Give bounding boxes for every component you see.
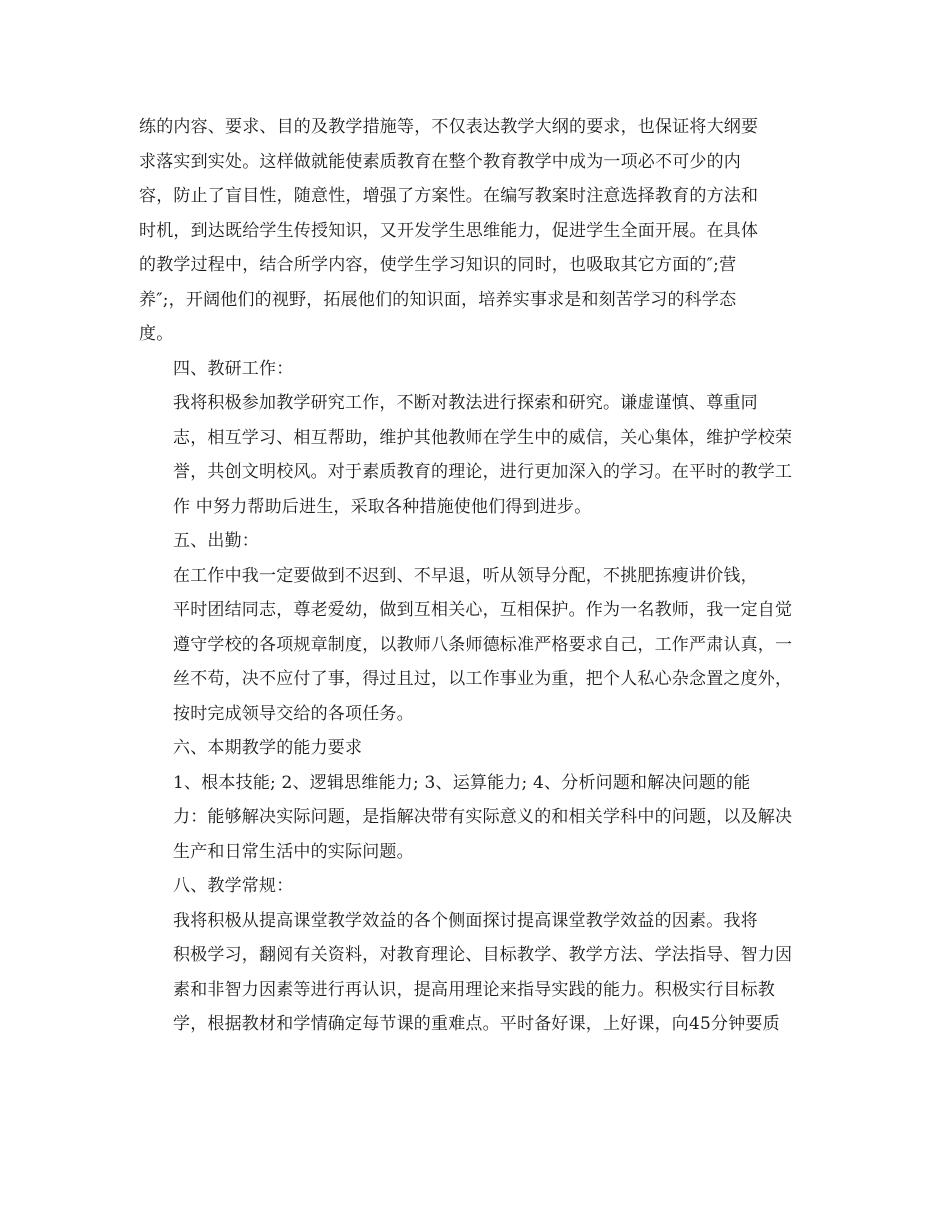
- text-line: 求落实到实处。这样做就能使素质教育在整个教育教学中成为一项必不可少的内: [139, 151, 741, 172]
- text-line: 遵守学校的各项规章制度，以教师八条师德标准严格要求自己，工作严肃认真，一: [173, 634, 793, 655]
- text-line: 生产和日常生活中的实际问题。: [173, 841, 414, 862]
- text-line: 六、本期教学的能力要求: [173, 738, 363, 758]
- text-line: 学，根据教材和学情确定每节课的重难点。平时备好课，上好课，向45分钟要质: [173, 1014, 780, 1034]
- text-line: 八、教学常规：: [173, 876, 294, 896]
- text-line: 积极学习，翻阅有关资料，对教育理论、目标教学、教学方法、学法指导、智力因: [173, 945, 793, 965]
- text-line: 1、根本技能; 2、逻辑思维能力; 3、运算能力; 4、分析问题和解决问题的能: [173, 772, 751, 793]
- text-line: 丝不苟，决不应付了事，得过且过，以工作事业为重，把个人私心杂念置之度外，: [173, 669, 793, 689]
- text-line: 五、出勤：: [173, 531, 259, 551]
- text-line: 按时完成领导交给的各项任务。: [173, 703, 414, 724]
- body-paragraph: [139, 386, 812, 524]
- text-line: 素和非智力因素等进行再认识，提高用理论来指导实践的能力。积极实行目标教: [173, 979, 775, 1000]
- text-line: 作 中努力帮助后进生，采取各种措施使他们得到进步。: [173, 496, 592, 517]
- section-heading: [139, 731, 812, 766]
- section-heading: [139, 869, 812, 904]
- section-heading: [139, 524, 812, 559]
- text-line: 度。: [139, 324, 174, 344]
- body-paragraph: [139, 559, 812, 732]
- text-line: 在工作中我一定要做到不迟到、不早退，听从领导分配，不挑肥拣瘦讲价钱，: [173, 565, 758, 586]
- text-line: 时机，到达既给学生传授知识，又开发学生思维能力，促进学生全面开展。在具体: [139, 220, 759, 241]
- text-line: 志，相互学习、相互帮助，维护其他教师在学生中的威信，关心集体，维护学校荣: [173, 427, 793, 448]
- body-paragraph: [139, 904, 812, 1042]
- text-line: 力：能够解决实际问题，是指解决带有实际意义的和相关学科中的问题，以及解决: [173, 807, 793, 827]
- text-line: 四、教研工作：: [173, 358, 294, 379]
- text-line: 练的内容、要求、目的及教学措施等，不仅表达教学大纲的要求，也保证将大纲要: [139, 117, 759, 137]
- body-paragraph: [139, 766, 812, 870]
- text-line: 平时团结同志，尊老爱幼，做到互相关心，互相保护。作为一名教师，我一定自觉: [173, 600, 793, 620]
- text-line: 誉，共创文明校风。对于素质教育的理论，进行更加深入的学习。在平时的教学工: [173, 462, 793, 482]
- document-body: [139, 110, 812, 1042]
- body-paragraph: [139, 110, 812, 352]
- text-line: 我将积极参加教学研究工作，不断对教法进行探索和研究。谦虚谨慎、尊重同: [173, 393, 758, 413]
- text-line: 的教学过程中，结合所学内容，使学生学习知识的同时，也吸取其它方面的″;营: [139, 255, 737, 275]
- text-line: 我将积极从提高课堂教学效益的各个侧面探讨提高课堂教学效益的因素。我将: [173, 910, 758, 931]
- text-line: 养″;，开阔他们的视野，拓展他们的知识面，培养实事求是和刻苦学习的科学态: [139, 289, 737, 310]
- section-heading: [139, 352, 812, 387]
- text-line: 容，防止了盲目性，随意性，增强了方案性。在编写教案时注意选择教育的方法和: [139, 186, 759, 206]
